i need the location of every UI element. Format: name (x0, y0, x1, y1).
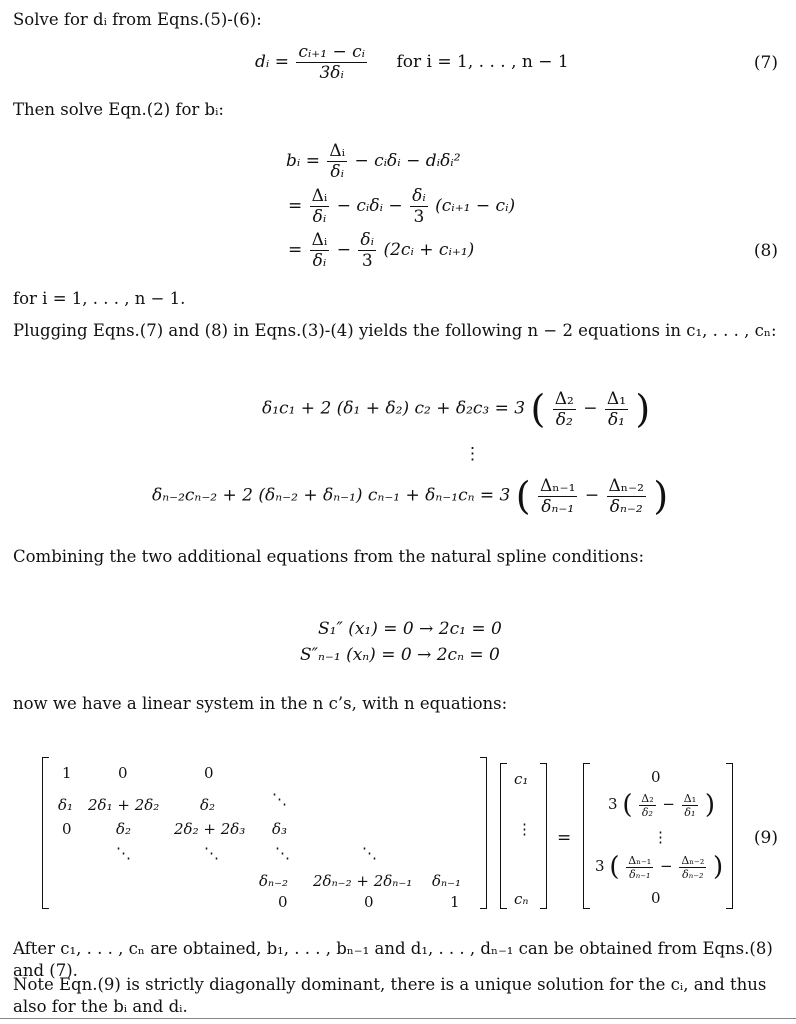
rhs-cell-row-5: 3 ( $\frac{\text{Δₙ₋₁}}{\text{δₙ₋₁}}$ − $\frac{\text{Δₙ₋₂}}{\text{δₙ₋₂}}$ ) (595, 852, 724, 882)
rhs-cell: 0 (651, 889, 661, 907)
matrix-cell: δ₂ (200, 796, 216, 814)
matrix-equals-sign: = (557, 828, 572, 848)
matrix-cell: ⋱ (362, 844, 377, 862)
note-text: Note Eqn.(9) is strictly diagonally dominant, there is a unique solution for the cᵢ, and thus also for the bᵢ and dᵢ. (13, 975, 767, 1016)
matrix-cell: ⋱ (204, 844, 219, 862)
intro-text: Solve for dᵢ from Eqns.(5)-(6): (13, 10, 262, 29)
matrix-cell: 0 (364, 893, 374, 911)
system-vdots: ⋮ (464, 444, 481, 464)
matrix-cell: δ₂ (116, 820, 132, 838)
equation-number-7: (7) (753, 53, 778, 73)
matrix-cell: 2δ₂ + 2δ₃ (174, 820, 246, 838)
plugging-text: Plugging Eqns.(7) and (8) in Eqns.(3)-(4) yields the following n − 2 equations in c₁, . . . , cₙ: (13, 321, 777, 340)
matrix-cell: 0 (204, 764, 214, 782)
system-equation-last: δₙ₋₂cₙ₋₂ + 2 (δₙ₋₂ + δₙ₋₁) cₙ₋₁ + δₙ₋₁cₙ = 3 ( $\frac{\text{Δₙ₋₁}}{\text{δₙ₋₁}}$ − $\frac{\text{Δₙ₋₂}}{\text{δₙ₋₂}}$ ) (152, 474, 669, 518)
equation-7: dᵢ = $\frac{\text{cᵢ₊₁ − cᵢ}}{\text{3δᵢ}}$ for i = 1, . . . , n − 1 (255, 42, 569, 83)
combining-text: Combining the two additional equations from the natural spline conditions: (13, 547, 645, 566)
matrix-cell: 1 (62, 764, 72, 782)
vector-left-bracket (500, 763, 507, 909)
now-linear-text: now we have a linear system in the n c’s, with n equations: (13, 694, 508, 713)
matrix-left-bracket (42, 757, 49, 909)
matrix-right-bracket (480, 757, 487, 909)
matrix-cell: δₙ₋₂ (259, 872, 289, 890)
vector-right-bracket (540, 763, 547, 909)
matrix-cell: 2δ₁ + 2δ₂ (88, 796, 160, 814)
for-i-text: for i = 1, . . . , n − 1. (13, 289, 186, 308)
natural-spline-condition-2: S″ₙ₋₁ (xₙ) = 0 → 2cₙ = 0 (300, 645, 500, 665)
matrix-cell: 1 (450, 893, 460, 911)
matrix-cell: 0 (118, 764, 128, 782)
equation-number-8: (8) (753, 241, 778, 261)
system-equation-first: δ₁c₁ + 2 (δ₁ + δ₂) c₂ + δ₂c₃ = 3 ( $\frac{\text{Δ₂}}{\text{δ₂}}$ − $\frac{\text{Δ₁}}{\text{δ₁}}$ ) (262, 387, 651, 431)
equation-8-line-1: bᵢ = $\frac{\text{Δᵢ}}{\text{δᵢ}}$ − cᵢδᵢ − dᵢδᵢ² (286, 141, 461, 182)
then-solve-text: Then solve Eqn.(2) for bᵢ: (13, 100, 224, 119)
matrix-cell: 0 (62, 820, 72, 838)
matrix-cell: δ₃ (272, 820, 288, 838)
equation-8-line-3: = $\frac{\text{Δᵢ}}{\text{δᵢ}}$ − $\frac{\text{δᵢ}}{3}$ (2cᵢ + cᵢ₊₁) (288, 230, 475, 271)
matrix-cell: δ₁ (58, 796, 74, 814)
rhs-left-bracket (583, 763, 590, 909)
matrix-cell: 2δₙ₋₂ + 2δₙ₋₁ (313, 872, 413, 890)
vector-c-cell: c₁ (514, 770, 529, 788)
matrix-cell: ⋱ (275, 844, 290, 862)
rhs-cell-row-2: 3 ( $\frac{\text{Δ₂}}{\text{δ₂}}$ − $\frac{\text{Δ₁}}{\text{δ₁}}$ ) (608, 790, 716, 820)
rhs-vdots: ⋮ (653, 828, 668, 846)
vector-c-cell: ⋮ (517, 820, 532, 838)
matrix-cell: ⋱ (116, 844, 131, 862)
matrix-cell: ⋱ (272, 790, 287, 808)
vector-c-cell: cₙ (514, 890, 529, 908)
after-text: After c₁, . . . , cₙ are obtained, b₁, . . . , bₙ₋₁ and d₁, . . . , dₙ₋₁ can be obtained from Eqns.(8) and (7). (13, 939, 773, 980)
matrix-cell: 0 (278, 893, 288, 911)
equation-8-line-2: = $\frac{\text{Δᵢ}}{\text{δᵢ}}$ − cᵢδᵢ − $\frac{\text{δᵢ}}{3}$ (cᵢ₊₁ − cᵢ) (288, 186, 516, 227)
page-divider (0, 1018, 796, 1019)
rhs-cell: 0 (651, 768, 661, 786)
equation-number-9: (9) (753, 828, 778, 848)
matrix-cell: δₙ₋₁ (432, 872, 462, 890)
natural-spline-condition-1: S₁″ (x₁) = 0 → 2c₁ = 0 (318, 619, 502, 639)
rhs-right-bracket (726, 763, 733, 909)
